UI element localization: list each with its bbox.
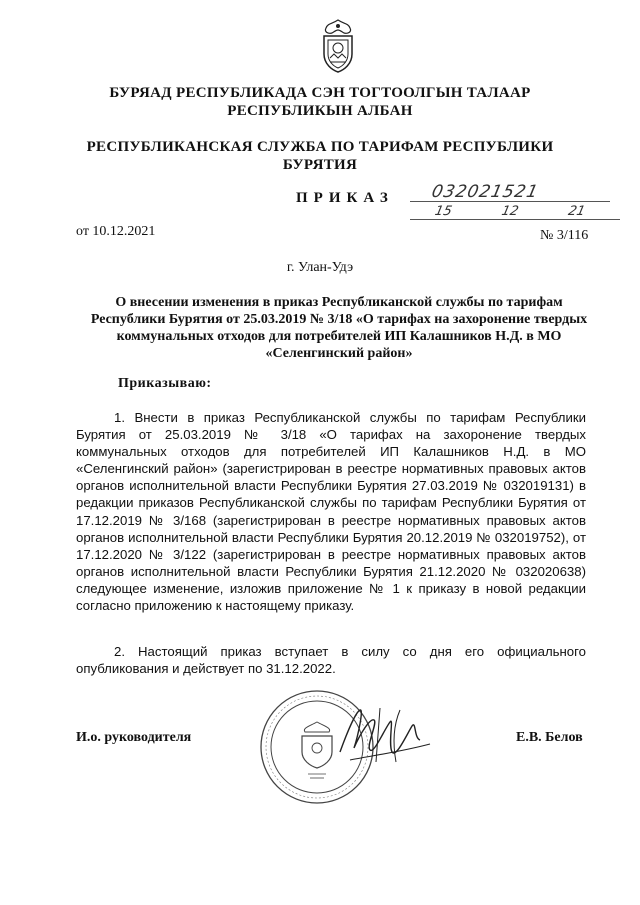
order-date: от 10.12.2021 (76, 224, 156, 239)
header-buryat-line-2: РЕСПУБЛИКЫН АЛБАН (227, 103, 413, 119)
registration-year: 21 (566, 204, 587, 219)
coat-of-arms-icon (318, 18, 358, 74)
divider (410, 201, 610, 202)
header-russian-line-2: БУРЯТИЯ (282, 157, 358, 173)
registration-stamp (410, 180, 620, 220)
registration-date (408, 204, 611, 219)
registration-number: 032021521 (429, 182, 541, 202)
document-title: О внесении изменения в приказ Республиканской службы по тарифам Республики Бурятия от 25.03.2019 № 3/18 «О тарифах на захоронение твердых коммунальных отходов для потребителей ИП Калашников Н.Д. в МО «Селенгинский район» (90, 295, 588, 361)
order-number: № 3/116 (540, 228, 589, 243)
header-buryat-line-1: БУРЯАД РЕСПУБЛИКАДА СЭН ТОГТООЛГЫН ТАЛААР (109, 85, 531, 101)
registration-month: 12 (500, 204, 520, 219)
paragraph-2: 2. Настоящий приказ вступает в силу со дня его официального опубликования и действует по 31.12.2022. (76, 644, 586, 677)
order-heading: ПРИКАЗ (296, 190, 394, 206)
divider (410, 219, 620, 220)
signer-name: Е.В. Белов (516, 730, 583, 745)
order-label: Приказываю: (118, 376, 212, 391)
paragraph-1: 1. Внести в приказ Республиканской службы по тарифам Республики Бурятия от 25.03.2019 № 3/18 «О тарифах на захоронение твердых коммунальных отходов для потребителей ИП Калашников Н.Д. в МО «Селенгинский район» (зарегистрирован в реестре нормативных правовых актов органов исполнительной власти Республики Бурятия 27.03.2019 № 032019131) в редакции приказов Республиканской службы по тарифам Республики Бурятия от 17.12.2019 № 3/168 (зарегистрирован в реестре нормативных правовых актов органов исполнительной власти Республики Бурятия 20.12.2019 № 032019752), от 17.12.2020 № 3/122 (зарегистрирован в реестре нормативных правовых актов органов исполнительной власти Республики Бурятия 21.12.2020 № 032020638) следующее изменение, изложив приложение № 1 к приказу в новой редакции согласно приложению к настоящему приказу. (76, 410, 586, 614)
handwritten-signature-icon (330, 700, 440, 770)
city: г. Улан-Удэ (286, 260, 354, 275)
signer-role: И.о. руководителя (76, 730, 192, 745)
header-russian-line-1: РЕСПУБЛИКАНСКАЯ СЛУЖБА ПО ТАРИФАМ РЕСПУБЛИКИ (86, 139, 554, 155)
registration-day: 15 (433, 204, 454, 219)
